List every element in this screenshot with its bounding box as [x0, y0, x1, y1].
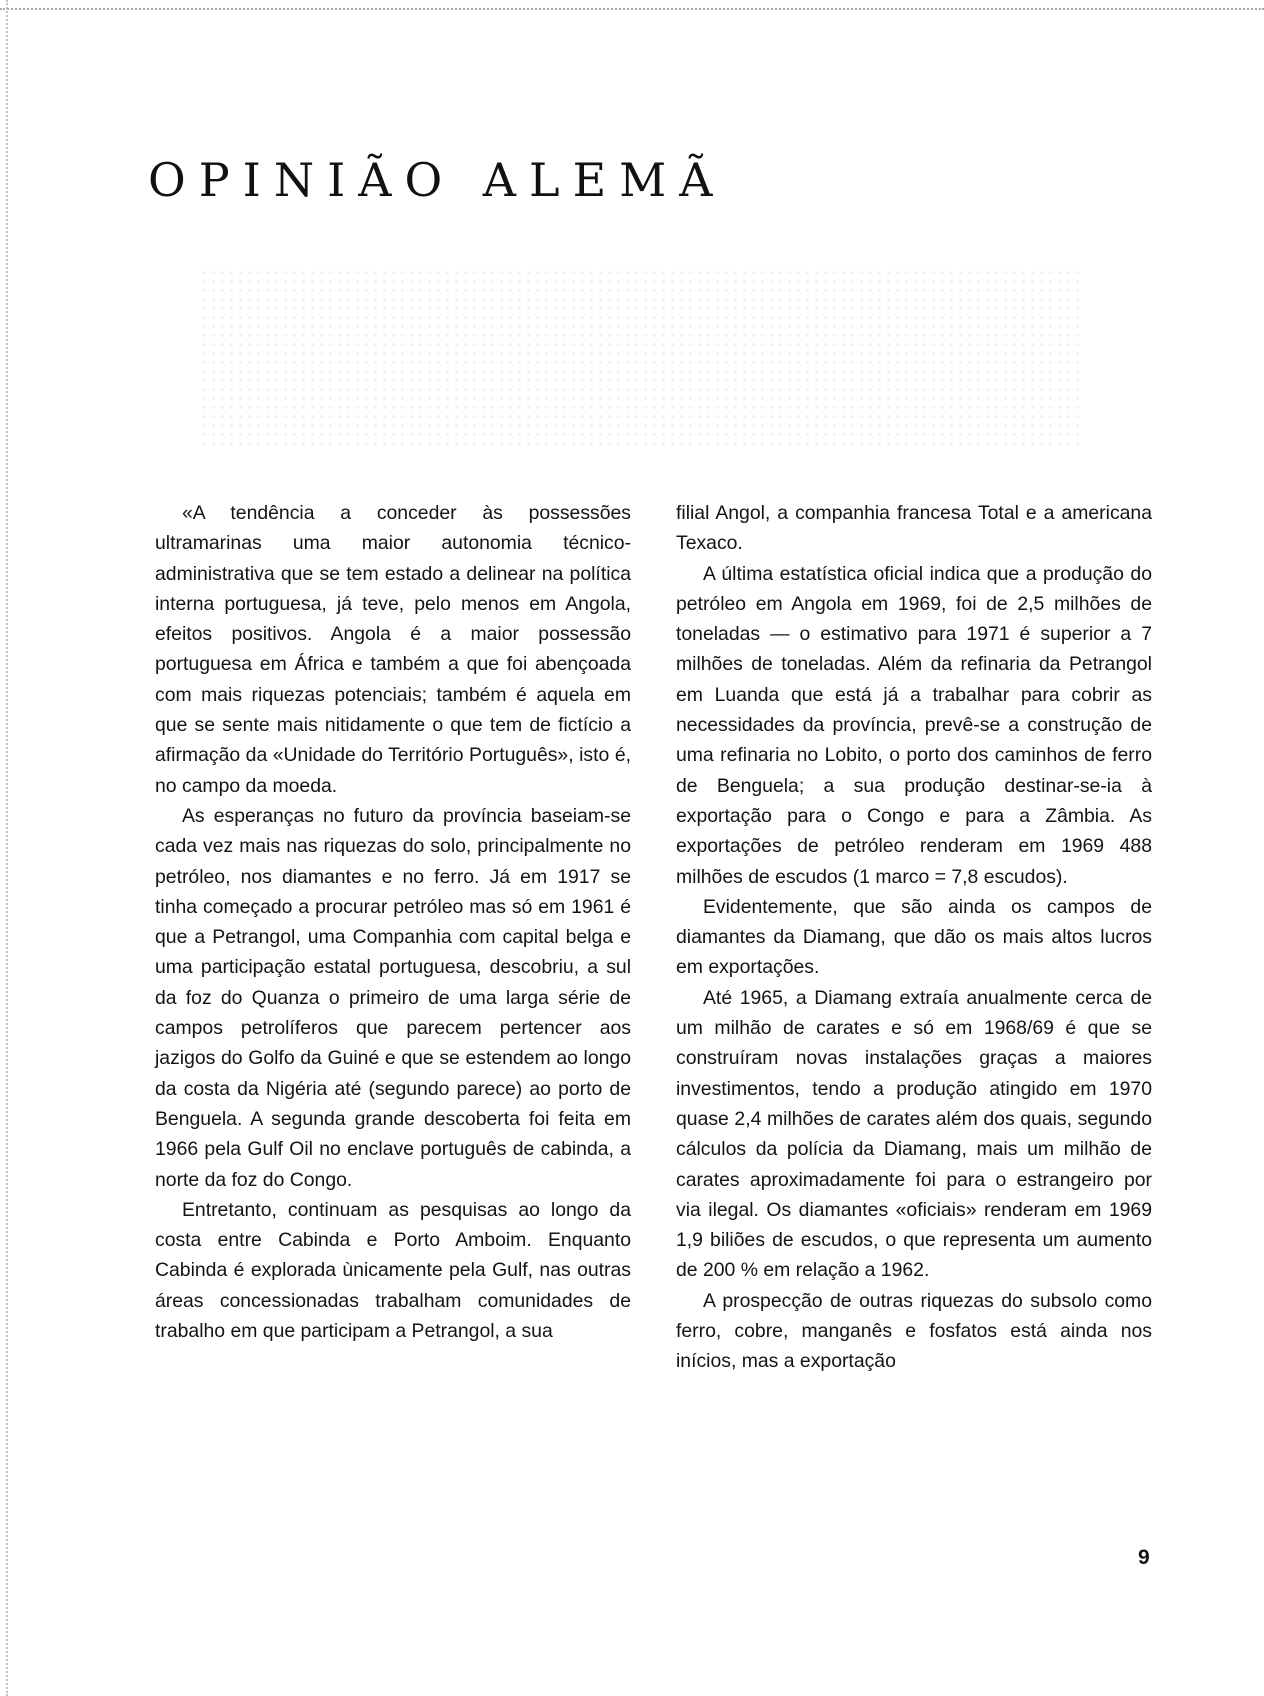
show-through-bleed	[200, 268, 1080, 448]
paragraph: Evidentemente, que são ainda os campos de diamantes da Diamang, que dão os mais altos lucros em exportações.	[676, 895, 1152, 979]
right-column	[676, 498, 1152, 1377]
paragraph: A última estatística oficial indica que a produção do petróleo em Angola em 1969, foi de 2,5 milhões de toneladas — o estimativo para 1971 é superior a 7 milhões de toneladas. Além da refinaria da Petrangol em Luanda que está já a trabalhar para cobrir as necessidades da província, prevê-se a construção de uma refinaria no Lobito, o porto dos caminhos de ferro de Benguela; a sua produção destinar-se-ia à exportação para o Congo e para a Zâmbia. As exportações de petróleo renderam em 1969 488 milhões de escudos (1 marco = 7,8 escudos).	[676, 562, 1152, 888]
page-number: 9	[1138, 1546, 1150, 1569]
paragraph: Até 1965, a Diamang extraía anualmente cerca de um milhão de carates e só em 1968/69 é que se construíram novas instalações graças a maiores investimentos, tendo a produção atingido em 1970 quase 2,4 milhões de carates além dos quais, segundo cálculos da polícia da Diamang, mais um milhão de carates aproximadamente foi para o estrangeiro por via ilegal. Os diamantes «oficiais» renderam em 1969 1,9 biliões de escudos, o que representa um aumento de 200 % em relação a 1962.	[676, 986, 1152, 1282]
article-title: OPINIÃO ALEMÃ	[148, 153, 726, 207]
paragraph: A prospecção de outras riquezas do subsolo como ferro, cobre, manganês e fosfatos está ainda nos inícios, mas a exportação	[676, 1289, 1152, 1373]
scan-edge-top	[0, 8, 1264, 10]
paragraph: As esperanças no futuro da província baseiam-se cada vez mais nas riquezas do solo, principalmente no petróleo, nos diamantes e no ferro. Já em 1917 se tinha começado a procurar petróleo mas só em 1961 é que a Petrangol, uma Companhia com capital belga e uma participação estatal portuguesa, descobriu, a sul da foz do Quanza o primeiro de uma larga série de campos petrolíferos que parecem pertencer aos jazigos do Golfo da Guiné e que se estendem ao longo da costa da Nigéria até (segundo parece) ao porto de Benguela. A segunda grande descoberta foi feita em 1966 pela Gulf Oil no enclave português de cabinda, a norte da foz do Congo.	[155, 804, 631, 1191]
scan-edge-left	[6, 0, 8, 1696]
paragraph: «A tendência a conceder às possessões ultramarinas uma maior autonomia técnico-administrativa que se tem estado a delinear na política interna portuguesa, já teve, pelo menos em Angola, efeitos positivos. Angola é a maior possessão portuguesa em África e também a que foi abençoada com mais riquezas potenciais; também é aquela em que se sente mais nitidamente o que tem de fictício a afirmação da «Unidade do Território Português», isto é, no campo da moeda.	[155, 502, 631, 797]
left-column	[155, 498, 631, 1346]
paragraph: Entretanto, continuam as pesquisas ao longo da costa entre Cabinda e Porto Amboim. Enquanto Cabinda é explorada ùnicamente pela Gulf, nas outras áreas concessionadas trabalham comunidades de trabalho em que participam a Petrangol, a sua	[155, 1198, 631, 1343]
paragraph-continued: filial Angol, a companhia francesa Total e a americana Texaco.	[676, 502, 1152, 555]
